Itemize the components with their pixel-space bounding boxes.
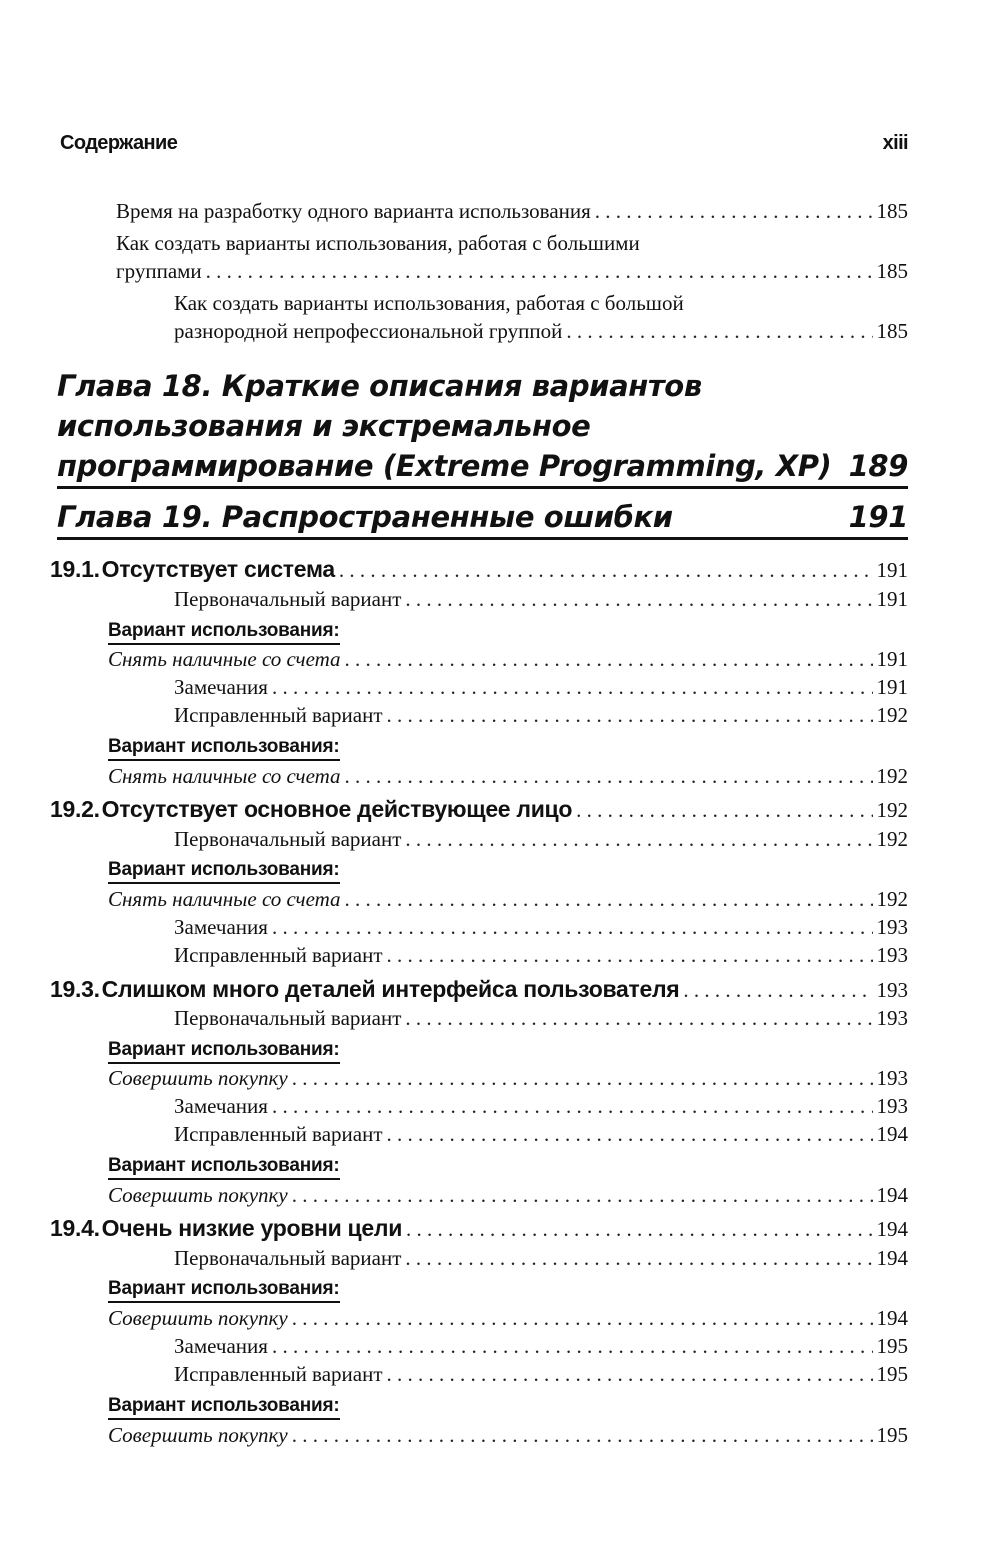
toc-entry[interactable] <box>174 674 908 701</box>
toc-page: 191 <box>876 587 908 611</box>
leader-dots <box>292 1065 873 1092</box>
use-case-heading: Вариант использования: <box>108 1278 340 1303</box>
toc-page: 192 <box>876 887 908 911</box>
toc-entry[interactable] <box>174 914 908 941</box>
toc-entry-label: Время на разработку одного варианта использования <box>116 199 591 223</box>
toc-page: 191 <box>876 558 908 582</box>
toc-entry[interactable] <box>174 318 908 345</box>
toc-entry-label: Замечания <box>174 1094 268 1118</box>
toc-entry[interactable] <box>174 586 908 613</box>
toc-entry-label: Снять наличные со счета <box>108 887 341 911</box>
leader-dots <box>292 1422 873 1449</box>
toc-entry-label: Замечания <box>174 675 268 699</box>
toc-entry[interactable] <box>174 1333 908 1360</box>
toc-page: 193 <box>876 943 908 967</box>
toc-entry-label: Исправленный вариант <box>174 1122 383 1146</box>
leader-dots <box>405 1005 872 1032</box>
section-number: 19.2. <box>50 796 100 822</box>
use-case-heading: Вариант использования: <box>108 859 340 884</box>
leader-dots <box>406 1216 872 1243</box>
toc-entry[interactable] <box>108 886 908 913</box>
toc-page: 191 <box>876 675 908 699</box>
chapter-19-title: Глава 19. Распространенные ошибки <box>57 500 673 534</box>
chapter-19-page: 191 <box>848 500 908 534</box>
leader-dots <box>345 646 873 673</box>
toc-entry-multiline-line1[interactable]: Как создать варианты использования, работая с большой <box>174 291 684 315</box>
section-title: Отсутствует основное действующее лицо <box>101 796 573 822</box>
use-case-heading: Вариант использования: <box>108 1395 340 1420</box>
toc-entry-label: разнородной непрофессиональной группой <box>174 319 563 343</box>
toc-page: 194 <box>876 1122 908 1146</box>
toc-entry[interactable] <box>174 942 908 969</box>
toc-entry[interactable] <box>174 1121 908 1148</box>
toc-page: 194 <box>876 1306 908 1330</box>
toc-page: 195 <box>876 1362 908 1386</box>
toc-entry-label: Совершить покупку <box>108 1306 288 1330</box>
toc-entry-label: Совершить покупку <box>108 1183 288 1207</box>
toc-section-19-4[interactable] <box>50 1215 908 1243</box>
leader-dots <box>339 557 873 584</box>
toc-entry-label: Совершить покупку <box>108 1423 288 1447</box>
toc-entry-label: Первоначальный вариант <box>174 1246 402 1270</box>
toc-page: 193 <box>876 915 908 939</box>
toc-page: 193 <box>876 978 908 1002</box>
toc-entry-multiline-line1[interactable]: Как создать варианты использования, работая с большими <box>116 231 640 255</box>
leader-dots <box>566 318 872 345</box>
toc-page: 191 <box>876 647 908 671</box>
chapter-18-heading[interactable] <box>57 366 908 489</box>
toc-entry[interactable] <box>174 1245 908 1272</box>
toc-entry-label: Исправленный вариант <box>174 943 383 967</box>
chapter-18-line1: Глава 18. Краткие описания вариантов <box>57 369 702 403</box>
header-title: Содержание <box>60 132 178 154</box>
leader-dots <box>272 1093 873 1120</box>
leader-dots <box>345 886 873 913</box>
toc-entry-label: Совершить покупку <box>108 1066 288 1090</box>
toc-entry[interactable] <box>108 646 908 673</box>
leader-dots <box>206 258 873 285</box>
toc-entry[interactable] <box>174 702 908 729</box>
toc-entry[interactable] <box>108 1305 908 1332</box>
leader-dots <box>292 1305 873 1332</box>
toc-page: 185 <box>876 259 908 283</box>
toc-page: 193 <box>876 1006 908 1030</box>
toc-entry[interactable] <box>108 1182 908 1209</box>
toc-page: 194 <box>876 1217 908 1241</box>
leader-dots <box>272 674 873 701</box>
toc-entry-label: Замечания <box>174 1334 268 1358</box>
toc-page: 193 <box>876 1094 908 1118</box>
toc-page: 192 <box>876 798 908 822</box>
toc-entry[interactable] <box>174 1361 908 1388</box>
toc-section-19-1[interactable] <box>50 556 908 584</box>
toc-page: 195 <box>876 1334 908 1358</box>
toc-page: 195 <box>876 1423 908 1447</box>
section-title: Отсутствует система <box>101 556 335 582</box>
section-title: Слишком много деталей интерфейса пользователя <box>101 976 680 1002</box>
leader-dots <box>387 1361 873 1388</box>
section-number: 19.3. <box>50 976 100 1002</box>
use-case-heading: Вариант использования: <box>108 1039 340 1064</box>
toc-page: 192 <box>876 764 908 788</box>
leader-dots <box>405 1245 872 1272</box>
toc-entry[interactable] <box>116 258 908 285</box>
toc-entry[interactable] <box>174 1005 908 1032</box>
toc-entry[interactable] <box>116 198 908 225</box>
toc-page: 185 <box>876 199 908 223</box>
toc-entry[interactable] <box>108 763 908 790</box>
toc-entry-label: Исправленный вариант <box>174 703 383 727</box>
use-case-heading: Вариант использования: <box>108 736 340 761</box>
toc-entry-label: Первоначальный вариант <box>174 1006 402 1030</box>
chapter-18-line2: использования и экстремальное <box>57 409 591 443</box>
toc-page: 192 <box>876 827 908 851</box>
use-case-heading: Вариант использования: <box>108 620 340 645</box>
toc-entry[interactable] <box>108 1065 908 1092</box>
toc-entry-label: Снять наличные со счета <box>108 764 341 788</box>
toc-page: 192 <box>876 703 908 727</box>
leader-dots <box>405 586 872 613</box>
leader-dots <box>405 826 872 853</box>
toc-page: 193 <box>876 1066 908 1090</box>
header-page-number: xiii <box>882 132 908 154</box>
leader-dots <box>272 914 873 941</box>
toc-entry-label: Замечания <box>174 915 268 939</box>
use-case-heading: Вариант использования: <box>108 1155 340 1180</box>
toc-entry-label: группами <box>116 259 202 283</box>
toc-page: 185 <box>876 319 908 343</box>
leader-dots <box>292 1182 873 1209</box>
running-head <box>60 132 908 155</box>
toc-entry-label: Первоначальный вариант <box>174 587 402 611</box>
leader-dots <box>387 702 873 729</box>
leader-dots <box>272 1333 873 1360</box>
chapter-19-heading[interactable] <box>57 497 908 540</box>
toc-page: 194 <box>876 1183 908 1207</box>
leader-dots <box>683 977 872 1004</box>
chapter-18-line3-row <box>57 446 908 489</box>
toc-entry-label: Снять наличные со счета <box>108 647 341 671</box>
leader-dots <box>595 198 873 225</box>
toc-entry[interactable] <box>174 1093 908 1120</box>
chapter-18-page: 189 <box>848 449 908 483</box>
section-number: 19.4. <box>50 1215 100 1241</box>
toc-section-19-3[interactable] <box>50 976 908 1004</box>
leader-dots <box>387 1121 873 1148</box>
toc-page: 194 <box>876 1246 908 1270</box>
leader-dots <box>345 763 873 790</box>
leader-dots <box>576 797 872 824</box>
toc-section-19-2[interactable] <box>50 796 908 824</box>
toc-entry[interactable] <box>174 826 908 853</box>
chapter-18-line3: программирование (Extreme Programming, XP) <box>57 449 832 483</box>
toc-entry-label: Первоначальный вариант <box>174 827 402 851</box>
toc-entry-label: Исправленный вариант <box>174 1362 383 1386</box>
leader-dots <box>387 942 873 969</box>
section-title: Очень низкие уровни цели <box>101 1215 403 1241</box>
section-number: 19.1. <box>50 556 100 582</box>
toc-entry[interactable] <box>108 1422 908 1449</box>
